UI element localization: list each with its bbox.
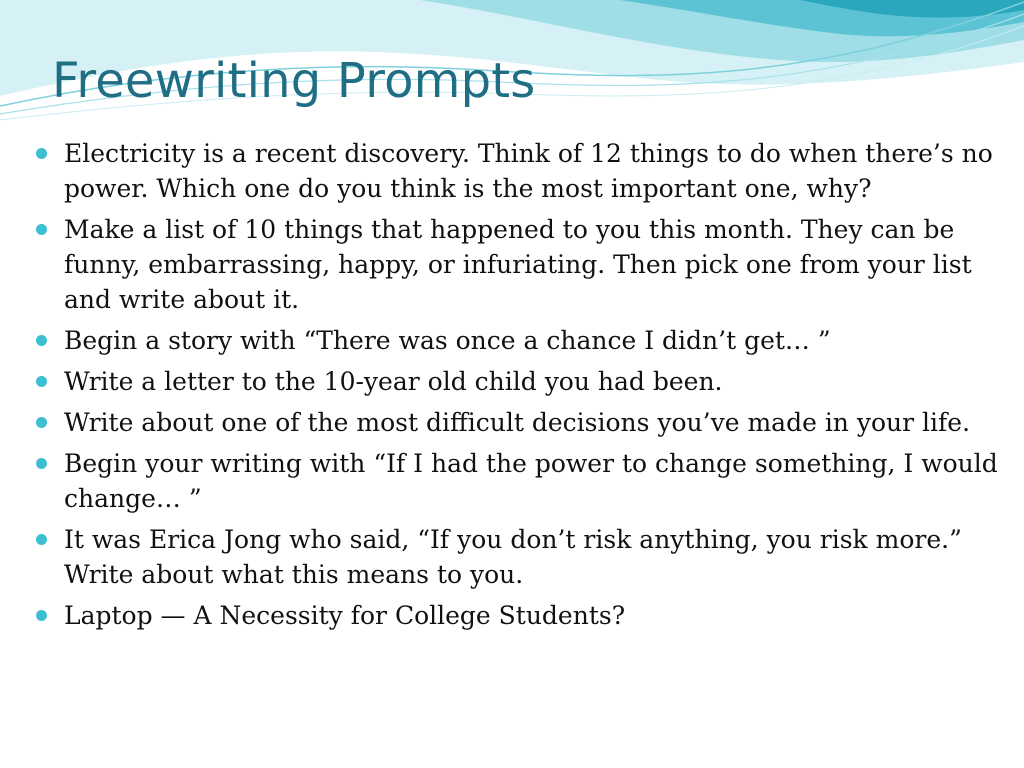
- bullet-dot-icon: [36, 335, 47, 346]
- prompt-text: Laptop — A Necessity for College Students?: [64, 601, 626, 630]
- prompt-text: Write about one of the most difficult decisions you’ve made in your life.: [64, 408, 971, 437]
- bullet-dot-icon: [36, 148, 47, 159]
- bullet-dot-icon: [36, 376, 47, 387]
- prompt-text: It was Erica Jong who said, “If you don’t risk anything, you risk more.” Write about what this means to you.: [64, 525, 962, 589]
- prompt-list: [36, 136, 1014, 639]
- prompt-item: [36, 446, 1014, 516]
- prompt-item: [36, 405, 1014, 440]
- prompt-item: [36, 136, 1014, 206]
- slide-title: Freewriting Prompts: [52, 53, 536, 109]
- prompt-text: Begin a story with “There was once a chance I didn’t get… ”: [64, 326, 831, 355]
- prompt-text: Write a letter to the 10-year old child you had been.: [64, 367, 723, 396]
- prompt-text: Electricity is a recent discovery. Think of 12 things to do when there’s no power. Which one do you think is the most important one, why?: [64, 139, 993, 203]
- bullet-dot-icon: [36, 534, 47, 545]
- prompt-item: [36, 323, 1014, 358]
- bullet-dot-icon: [36, 417, 47, 428]
- prompt-item: [36, 212, 1014, 317]
- prompt-item: [36, 364, 1014, 399]
- bullet-dot-icon: [36, 224, 47, 235]
- prompt-text: Make a list of 10 things that happened to you this month. They can be funny, embarrassing, happy, or infuriating. Then pick one from your list and write about it.: [64, 215, 972, 314]
- prompt-text: Begin your writing with “If I had the power to change something, I would change… ”: [64, 449, 998, 513]
- prompt-item: [36, 598, 1014, 633]
- bullet-dot-icon: [36, 610, 47, 621]
- prompt-item: [36, 522, 1014, 592]
- bullet-dot-icon: [36, 458, 47, 469]
